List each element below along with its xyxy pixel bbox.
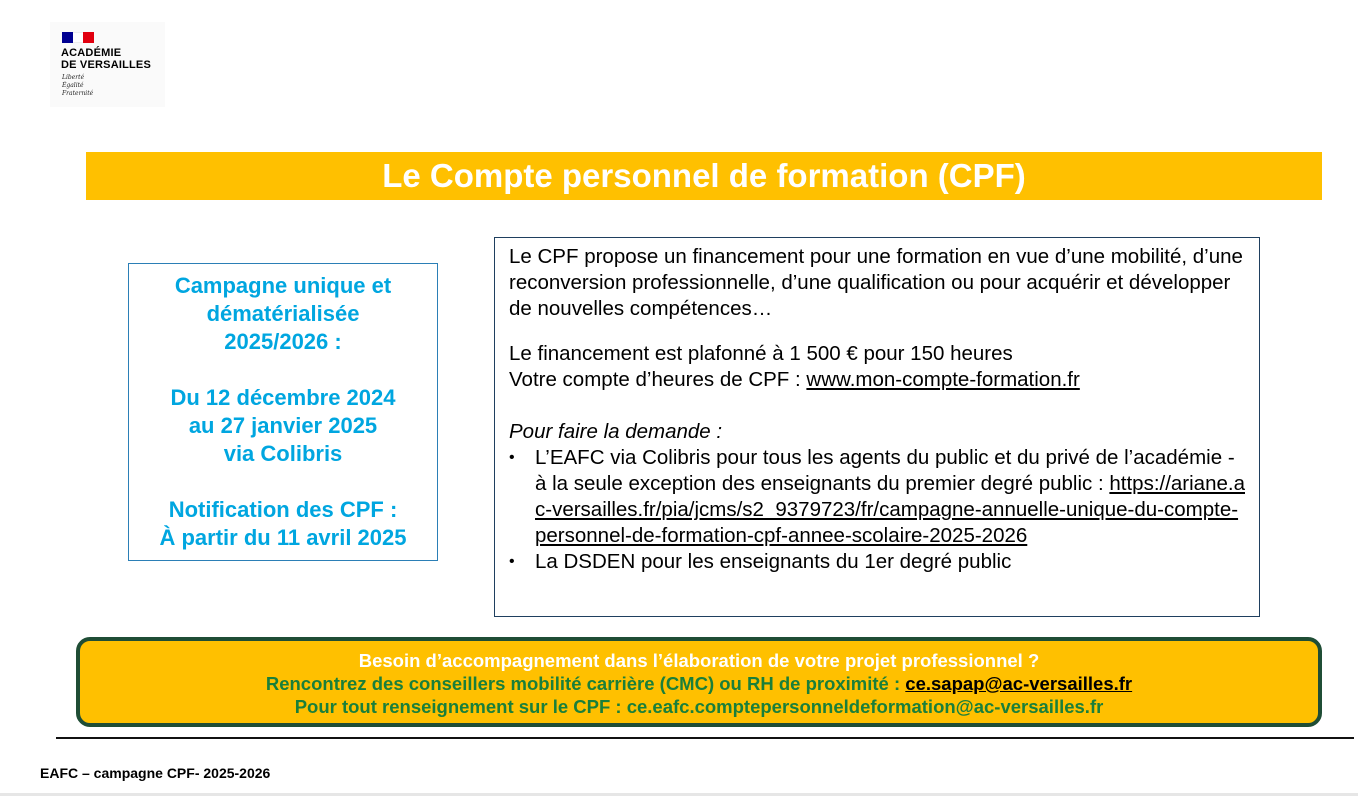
cmc-contact-text: Rencontrez des conseillers mobilité carrière (CMC) ou RH de proximité : bbox=[265, 673, 906, 694]
cmc-contact-line bbox=[80, 672, 1318, 695]
page-title: Le Compte personnel de formation (CPF) bbox=[382, 157, 1026, 194]
french-flag-icon bbox=[62, 32, 94, 43]
campaign-line-6: via Colibris bbox=[223, 441, 343, 466]
notification-line-2: À partir du 11 avril 2025 bbox=[159, 525, 407, 550]
list-item bbox=[509, 549, 1247, 575]
campaign-line-4: Du 12 décembre 2024 bbox=[170, 385, 396, 410]
bullet2-text: La DSDEN pour les enseignants du 1er degré public bbox=[535, 550, 1012, 573]
ariane-campaign-link[interactable]: https://ariane.ac-versailles.fr/pia/jcms/s2_9379723/fr/campagne-annuelle-unique-du-compte-personnel-de-formation-cpf-annee-scolaire-2025-2026 bbox=[535, 472, 1245, 547]
request-list bbox=[509, 445, 1247, 575]
sapap-email-link[interactable]: ce.sapap@ac-versailles.fr bbox=[905, 673, 1133, 694]
eafc-email-link[interactable]: ce.eafc.comptepersonneldeformation@ac-versailles.fr bbox=[626, 696, 1104, 717]
cpf-contact-line bbox=[80, 695, 1318, 718]
mon-compte-formation-link[interactable]: www.mon-compte-formation.fr bbox=[806, 368, 1080, 391]
campaign-line-1: Campagne unique et bbox=[174, 273, 392, 298]
academie-versailles-logo bbox=[50, 22, 165, 107]
cpf-info-box bbox=[494, 237, 1260, 617]
account-prefix: Votre compte d’heures de CPF : bbox=[509, 368, 807, 391]
request-title: Pour faire la demande : bbox=[509, 420, 723, 443]
campaign-line-5: au 27 janvier 2025 bbox=[188, 413, 378, 438]
cpf-intro: Le CPF propose un financement pour une formation en vue d’une mobilité, d’une reconversion professionnelle, d’une qualification ou pour acquérir et développer de nouvelles compétences… bbox=[509, 245, 1243, 320]
motto-egalite: Égalité bbox=[62, 82, 84, 89]
financing-text: Le financement est plafonné à 1 500 € pour 150 heures bbox=[509, 342, 1013, 365]
list-item bbox=[509, 445, 1247, 549]
footer-text: EAFC – campagne CPF- 2025-2026 bbox=[40, 765, 271, 781]
logo-line-versailles: DE VERSAILLES bbox=[61, 59, 152, 71]
motto-fraternite: Fraternité bbox=[62, 90, 94, 97]
support-contact-box bbox=[76, 637, 1322, 727]
title-banner bbox=[86, 152, 1322, 200]
account-line bbox=[509, 367, 1247, 393]
motto-liberte: Liberté bbox=[62, 74, 85, 81]
campaign-dates-box bbox=[128, 263, 438, 561]
support-question: Besoin d’accompagnement dans l’élaboration de votre projet professionnel ? bbox=[358, 650, 1040, 671]
logo-line-academie: ACADÉMIE bbox=[61, 47, 122, 59]
bullet1-text: L’EAFC via Colibris pour tous les agents du public et du privé de l’académie - à la seule exception des enseignants du premier degré public : bbox=[535, 446, 1235, 495]
cpf-contact-text: Pour tout renseignement sur le CPF : bbox=[294, 696, 627, 717]
notification-line-1: Notification des CPF : bbox=[168, 497, 398, 522]
campaign-line-2: dématérialisée bbox=[206, 301, 360, 326]
campaign-line-3: 2025/2026 : bbox=[224, 329, 342, 354]
footer-divider bbox=[56, 737, 1354, 739]
